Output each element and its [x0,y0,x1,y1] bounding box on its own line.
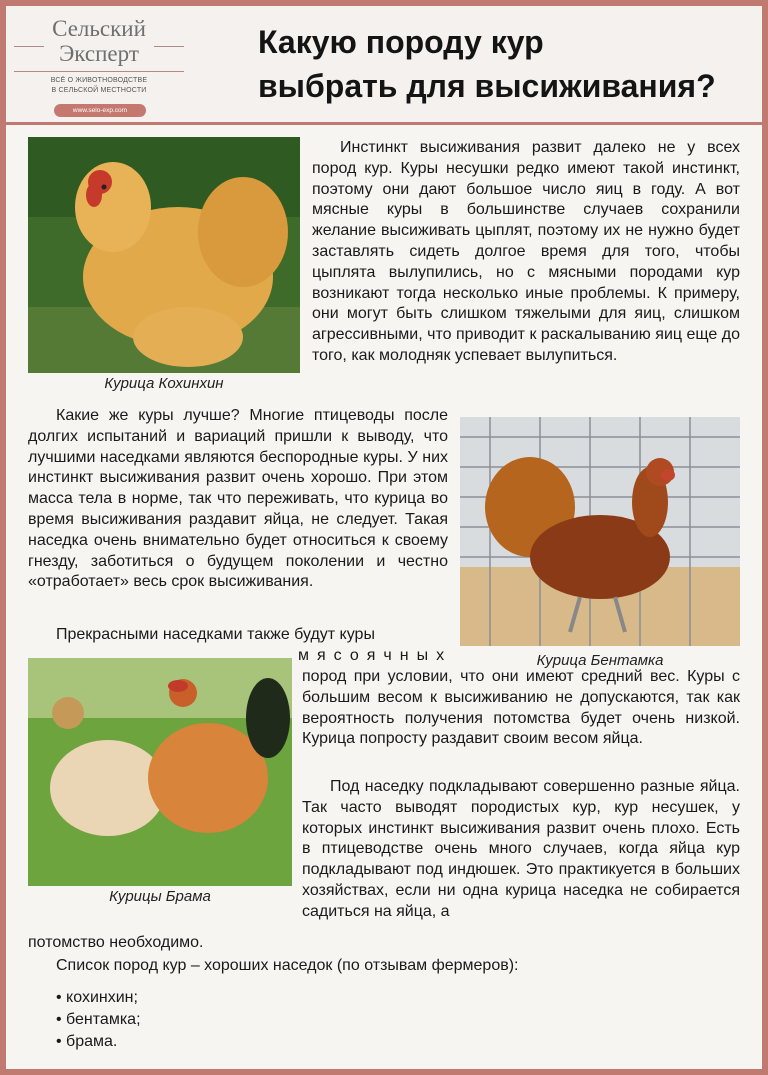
photo-brama [28,658,292,886]
photo-kokhinkhin [28,137,300,373]
list-item: • брама. [56,1031,141,1053]
page-title-line2: выбрать для высиживания? [258,68,716,104]
photo-bentamka [460,417,740,646]
caption-brama: Курицы Брама [109,888,211,905]
logo-tagline [14,76,184,96]
list-item: • кохинхин; [56,987,141,1009]
logo-tagline-2: В СЕЛЬСКОЙ МЕСТНОСТИ [51,87,147,94]
logo-rule-bottom [14,71,184,72]
logo-tagline-1: ВСЁ О ЖИВОТНОВОДСТВЕ [50,77,148,84]
logo-line1: Сельский [52,16,146,41]
header [6,6,762,125]
caption-bentamka: Курица Бентамка [536,652,664,669]
caption-kokhinkhin: Курица Кохинхин [104,375,224,392]
list-item: • бентамка; [56,1009,141,1031]
page-title-line1: Какую породу кур [258,24,544,60]
list-intro: Список пород кур – хороших наседок (по отзывам фермеров): [56,957,519,974]
paragraph-3-start: Прекрасными наседками также будут куры [56,626,375,643]
paragraph-2: Какие же куры лучше? Многие птицеводы после долгих испытаний и вариаций пришли к выводу, что лучшими наседками являются беспородные куры. У них инстинкт высиживания развит очень хорошо. При этом масса тела в норме, так что переживать, что курица во время высиживания раздавит яйца, не следует. Такая наседка очень внимательно будет относиться к своему гнезду, заботиться о будущем поколении и честно «отработает» весь срок высиживания. [28,407,448,591]
logo-line2: Эксперт [59,41,139,66]
logo-url-badge[interactable]: www.selo-exp.com [54,104,146,117]
page [6,6,762,1069]
breed-list [56,987,141,1053]
paragraph-4-end: потомство необходимо. [28,934,204,951]
site-logo[interactable] [14,12,184,117]
paragraph-3-cont: пород при условии, что они имеют средний вес. Куры с большим весом к высиживанию не допускаются, так как вероятность получения потомства будет очень низкой. Курица попросту раздавит своим весом яйца. [302,668,740,748]
paragraph-3-emph: мясоячных [298,647,453,664]
page-title [258,20,758,108]
paragraph-4: Под наседку подкладывают совершенно разные яйца. Так часто выводят породистых кур, кур несушек, у которых инстинкт высиживания развит очень плохо. Есть в птицеводстве очень много случаев, когда яйца кур подкладывают под индюшек. Это практикуется в больших хозяйствах, если ни одна курица наседка не собирается садиться на яйца, а [302,778,740,920]
paragraph-1: Инстинкт высиживания развит далеко не у всех пород кур. Куры несушки редко имеют такой инстинкт, поэтому они дают большое число яиц в году. А вот мясные куры в большинстве случаев сохранили желание высиживать цыплят, поэтому их не нужно будет заставлять сидеть долгое время для того, чтобы цыплята вылупились, но с мясными породами кур возникают тогда несколько иные проблемы. К примеру, они могут быть слишком тяжелыми для яиц, слишком агрессивными, что приводит к раскалыванию яиц еще до того, как молодняк успевает вылупиться. [312,139,740,364]
